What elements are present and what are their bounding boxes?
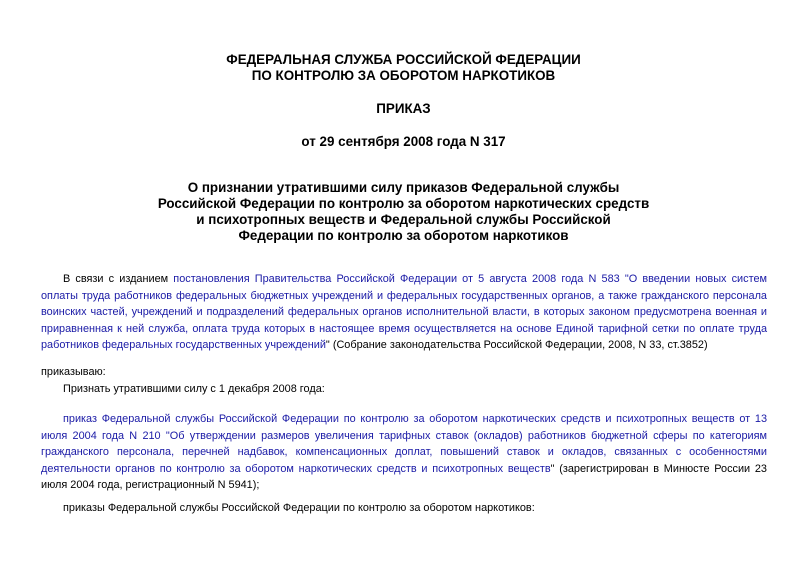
subject-line-4: Федерации по контролю за оборотом наркотиков (238, 228, 569, 243)
paragraph-order-word: приказываю: (41, 366, 106, 378)
paragraph-repealed-orders: приказы Федеральной службы Российской Федерации по контролю за оборотом наркотиков: (63, 502, 535, 514)
decree-583-link[interactable]: постановления Правительства Российской Федерации от 5 августа 2008 года N 583 "О введении новых систем оплаты труда работников федеральных бюджетных учреждений и федеральных государственных органов, а также гражданского персонала воинских частей, учреждений и подразделений федеральных органов исполнительной власти, в которых законом предусмотрена военная и приравненная к ней служба, оплата труда которых в настоящее время осуществляется на основе Единой тарифной сетки по оплате труда работников федеральных государственных учреждений (41, 273, 767, 352)
order-subject (0, 180, 807, 244)
paragraph-preamble (41, 271, 767, 354)
preamble-intro: В связи с изданием (63, 273, 174, 285)
agency-line-2: ПО КОНТРОЛЮ ЗА ОБОРОТОМ НАРКОТИКОВ (251, 68, 556, 83)
preamble-tail: " (Собрание законодательства Российской Федерации, 2008, N 33, ст.3852) (325, 339, 708, 352)
subject-line-2: Российской Федерации по контролю за оборотом наркотических средств (157, 196, 650, 211)
subject-line-1: О признании утратившими силу приказов Федеральной службы (187, 180, 620, 195)
paragraph-repeal-intro: Признать утратившими силу с 1 декабря 2008 года: (63, 383, 325, 395)
agency-heading (0, 52, 807, 84)
subject-line-3: и психотропных веществ и Федеральной службы Российской (196, 212, 611, 227)
agency-line-1: ФЕДЕРАЛЬНАЯ СЛУЖБА РОССИЙСКОЙ ФЕДЕРАЦИИ (226, 52, 581, 67)
paragraph-repealed-order-210 (41, 411, 767, 494)
order-210-tail: " (зарегистрирован в Минюсте России 23 июля 2004 года, регистрационный N 5941); (41, 462, 767, 492)
order-210-link[interactable]: приказ Федеральной службы Российской Федерации по контролю за оборотом наркотических средств и психотропных веществ от 13 июля 2004 года N 210 "Об утверждении размеров увеличения тарифных ставок (окладов) работников бюджетной сферы по категориям гражданского персонала, перечней надбавок, компенсационных доплат, повышений ставок и окладов, связанных с особенностями деятельности органов по контролю за оборотом наркотических средств и психотропных веществ (41, 413, 767, 475)
order-date-number: от 29 сентября 2008 года N 317 (301, 134, 506, 149)
order-heading: ПРИКАЗ (376, 101, 431, 116)
